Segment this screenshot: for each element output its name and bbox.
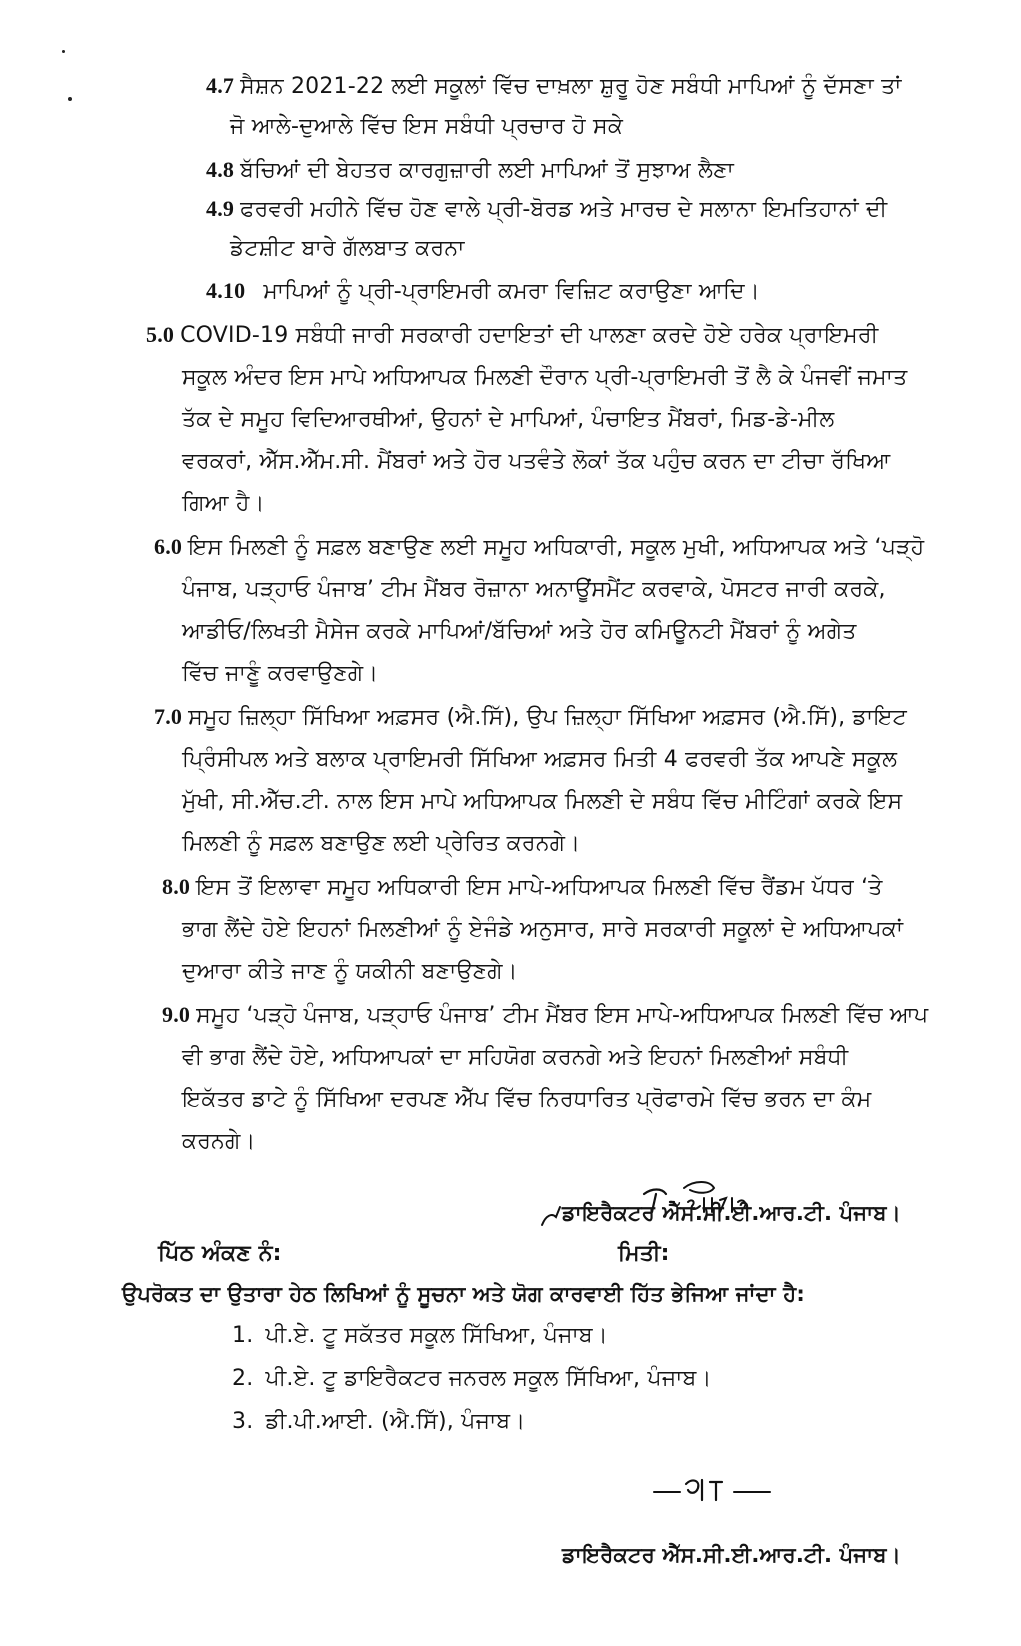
- scan-speck: [68, 97, 72, 101]
- item-number: 8.0: [162, 874, 191, 899]
- item-4-9-line-2: ਡੇਟਸ਼ੀਟ ਬਾਰੇ ਗੱਲਬਾਤ ਕਰਨਾ: [230, 236, 465, 261]
- item-text: ਇਸ ਤੋਂ ਇਲਾਵਾ ਸਮੂਹ ਅਧਿਕਾਰੀ ਇਸ ਮਾਪੇ-ਅਧਿਆਪਕ ਮਿਲਣੀ ਵਿੱਚ ਰੈਂਡਮ ਪੱਧਰ ‘ਤੇ: [196, 875, 883, 900]
- item-5-0-line-1: [146, 320, 878, 351]
- item-5-0-line-4: ਵਰਕਰਾਂ, ਐੱਸ.ਐੱਮ.ਸੀ. ਮੈਂਬਰਾਂ ਅਤੇ ਹੋਰ ਪਤਵੰਤੇ ਲੋਕਾਂ ਤੱਕ ਪਹੁੰਚ ਕਰਨ ਦਾ ਟੀਚਾ ਰੱਖਿਆ: [182, 449, 891, 474]
- item-8-0-line-3: ਦੁਆਰਾ ਕੀਤੇ ਜਾਣ ਨੂੰ ਯਕੀਨੀ ਬਣਾਉਣਗੇ।: [182, 959, 518, 984]
- recipient-number: 3.: [232, 1409, 254, 1434]
- item-number: 5.0: [146, 322, 175, 347]
- item-8-0-line-2: ਭਾਗ ਲੈਂਦੇ ਹੋਏ ਇਹਨਾਂ ਮਿਲਣੀਆਂ ਨੂੰ ਏਜੰਡੇ ਅਨੁਸਾਰ, ਸਾਰੇ ਸਰਕਾਰੀ ਸਕੂਲਾਂ ਦੇ ਅਧਿਆਪਕਾਂ: [182, 917, 904, 942]
- item-4-9-line-1: [206, 194, 887, 225]
- item-5-0-line-3: ਤੱਕ ਦੇ ਸਮੂਹ ਵਿਦਿਆਰਥੀਆਂ, ਉਹਨਾਂ ਦੇ ਮਾਪਿਆਂ, ਪੰਚਾਇਤ ਮੈਂਬਰਾਂ, ਮਿਡ-ਡੇ-ਮੀਲ: [182, 407, 835, 432]
- item-6-0-line-1: [154, 532, 924, 563]
- scan-speck: [62, 50, 65, 53]
- item-number: 4.9: [206, 196, 235, 221]
- recipient-text: ਪੀ.ਏ. ਟੂ ਡਾਇਰੈਕਟਰ ਜਨਰਲ ਸਕੂਲ ਸਿੱਖਿਆ, ਪੰਜਾਬ।: [265, 1366, 712, 1391]
- signature-2: [650, 1470, 780, 1510]
- recipient-text: ਪੀ.ਏ. ਟੂ ਸਕੱਤਰ ਸਕੂਲ ਸਿੱਖਿਆ, ਪੰਜਾਬ।: [265, 1323, 608, 1348]
- item-6-0-line-3: ਆਡੀਓ/ਲਿਖਤੀ ਮੈਸੇਜ ਕਰਕੇ ਮਾਪਿਆਂ/ਬੱਚਿਆਂ ਅਤੇ ਹੋਰ ਕਮਿਊਨਟੀ ਮੈਂਬਰਾਂ ਨੂੰ ਅਗੇਤ: [182, 619, 857, 644]
- item-5-0-line-2: ਸਕੂਲ ਅੰਦਰ ਇਸ ਮਾਪੇ ਅਧਿਆਪਕ ਮਿਲਣੀ ਦੌਰਾਨ ਪ੍ਰੀ-ਪ੍ਰਾਇਮਰੀ ਤੋਂ ਲੈ ਕੇ ਪੰਜਵੀਂ ਜਮਾਤ: [182, 365, 908, 390]
- recipient-1: [232, 1321, 608, 1351]
- item-4-7-line-2: ਜੋ ਆਲੇ-ਦੁਆਲੇ ਵਿੱਚ ਇਸ ਸਬੰਧੀ ਪ੍ਰਚਾਰ ਹੋ ਸਕੇ: [230, 114, 624, 139]
- item-text: ਬੱਚਿਆਂ ਦੀ ਬੇਹਤਰ ਕਾਰਗੁਜ਼ਾਰੀ ਲਈ ਮਾਪਿਆਂ ਤੋਂ ਸੁਝਾਅ ਲੈਣਾ: [240, 158, 734, 183]
- item-7-0-line-4: ਮਿਲਣੀ ਨੂੰ ਸਫ਼ਲ ਬਣਾਉਣ ਲਈ ਪ੍ਰੇਰਿਤ ਕਰਨਗੇ।: [182, 831, 581, 856]
- recipient-3: [232, 1407, 525, 1437]
- item-7-0-line-2: ਪ੍ਰਿੰਸੀਪਲ ਅਤੇ ਬਲਾਕ ਪ੍ਰਾਇਮਰੀ ਸਿੱਖਿਆ ਅਫ਼ਸਰ ਮਿਤੀ 4 ਫਰਵਰੀ ਤੱਕ ਆਪਣੇ ਸਕੂਲ: [182, 747, 898, 772]
- item-text: ਸਮੂਹ ਜ਼ਿਲ੍ਹਾ ਸਿੱਖਿਆ ਅਫ਼ਸਰ (ਐ.ਸਿੱ), ਉਪ ਜ਼ਿਲ੍ਹਾ ਸਿੱਖਿਆ ਅਫ਼ਸਰ (ਐ.ਸਿੱ), ਡਾਇਟ: [188, 705, 907, 730]
- endorsement-date-label: ਮਿਤੀ:: [618, 1241, 670, 1266]
- endorsement-intro: ਉਪਰੋਕਤ ਦਾ ਉਤਾਰਾ ਹੇਠ ਲਿਖਿਆਂ ਨੂੰ ਸੂਚਨਾ ਅਤੇ ਯੋਗ ਕਾਰਵਾਈ ਹਿੱਤ ਭੇਜਿਆ ਜਾਂਦਾ ਹੈ:: [122, 1282, 805, 1306]
- item-number: 4.10: [206, 278, 246, 303]
- item-8-0-line-1: [162, 872, 883, 903]
- item-6-0-line-2: ਪੰਜਾਬ, ਪੜ੍ਹਾਓ ਪੰਜਾਬ’ ਟੀਮ ਮੈਂਬਰ ਰੋਜ਼ਾਨਾ ਅਨਾਊਂਸਮੈਂਟ ਕਰਵਾਕੇ, ਪੋਸਟਰ ਜਾਰੀ ਕਰਕੇ,: [182, 577, 886, 602]
- item-text: ਇਸ ਮਿਲਣੀ ਨੂੰ ਸਫ਼ਲ ਬਣਾਉਣ ਲਈ ਸਮੂਹ ਅਧਿਕਾਰੀ, ਸਕੂਲ ਮੁਖੀ, ਅਧਿਆਪਕ ਅਤੇ ‘ਪੜ੍ਹੋ: [188, 535, 925, 560]
- item-4-8-line-1: [206, 155, 734, 186]
- item-number: 4.7: [206, 73, 235, 98]
- item-5-0-line-5: ਗਿਆ ਹੈ।: [182, 491, 265, 516]
- item-9-0-line-4: ਕਰਨਗੇ।: [182, 1129, 256, 1154]
- item-text: ਸਮੂਹ ‘ਪੜ੍ਹੋ ਪੰਜਾਬ, ਪੜ੍ਹਾਓ ਪੰਜਾਬ’ ਟੀਮ ਮੈਂਬਰ ਇਸ ਮਾਪੇ-ਅਧਿਆਪਕ ਮਿਲਣੀ ਵਿੱਚ ਆਪ: [196, 1003, 929, 1028]
- designation-1: ਡਾਇਰੈਕਟਰ ਐੱਸ.ਸੀ.ਈ.ਆਰ.ਟੀ. ਪੰਜਾਬ।: [562, 1201, 901, 1225]
- recipient-text: ਡੀ.ਪੀ.ਆਈ. (ਐ.ਸਿੱ), ਪੰਜਾਬ।: [265, 1409, 526, 1434]
- recipient-number: 1.: [232, 1323, 254, 1348]
- designation-2: ਡਾਇਰੈਕਟਰ ਐੱਸ.ਸੀ.ਈ.ਆਰ.ਟੀ. ਪੰਜਾਬ।: [562, 1543, 901, 1567]
- item-number: 9.0: [162, 1002, 191, 1027]
- endorsement-number-label: ਪਿੱਠ ਅੰਕਣ ਨੰ:: [158, 1241, 282, 1266]
- item-6-0-line-4: ਵਿੱਚ ਜਾਣੂੰ ਕਰਵਾਉਣਗੇ।: [182, 661, 379, 686]
- item-number: 6.0: [154, 534, 183, 559]
- item-4-7-line-1: [206, 71, 902, 102]
- recipient-2: [232, 1364, 712, 1394]
- recipient-number: 2.: [232, 1366, 254, 1391]
- item-9-0-line-2: ਵੀ ਭਾਗ ਲੈਂਦੇ ਹੋਏ, ਅਧਿਆਪਕਾਂ ਦਾ ਸਹਿਯੋਗ ਕਰਨਗੇ ਅਤੇ ਇਹਨਾਂ ਮਿਲਣੀਆਂ ਸਬੰਧੀ: [182, 1045, 849, 1070]
- item-7-0-line-1: [154, 702, 907, 733]
- item-number: 4.8: [206, 157, 235, 182]
- item-9-0-line-1: [162, 1000, 928, 1031]
- item-text: ਫਰਵਰੀ ਮਹੀਨੇ ਵਿੱਚ ਹੋਣ ਵਾਲੇ ਪ੍ਰੀ-ਬੋਰਡ ਅਤੇ ਮਾਰਚ ਦੇ ਸਲਾਨਾ ਇਮਤਿਹਾਨਾਂ ਦੀ: [240, 197, 888, 222]
- item-text: ਮਾਪਿਆਂ ਨੂੰ ਪ੍ਰੀ-ਪ੍ਰਾਇਮਰੀ ਕਮਰਾ ਵਿਜ਼ਿਟ ਕਰਾਉਣਾ ਆਦਿ।: [263, 279, 760, 304]
- item-4-10-line-1: [206, 276, 760, 307]
- item-text: ਸੈਸ਼ਨ 2021-22 ਲਈ ਸਕੂਲਾਂ ਵਿੱਚ ਦਾਖ਼ਲਾ ਸ਼ੁਰੂ ਹੋਣ ਸਬੰਧੀ ਮਾਪਿਆਂ ਨੂੰ ਦੱਸਣਾ ਤਾਂ: [240, 74, 902, 99]
- item-text: COVID-19 ਸਬੰਧੀ ਜਾਰੀ ਸਰਕਾਰੀ ਹਦਾਇਤਾਂ ਦੀ ਪਾਲਣਾ ਕਰਦੇ ਹੋਏ ਹਰੇਕ ਪ੍ਰਾਇਮਰੀ: [180, 323, 879, 348]
- item-number: 7.0: [154, 704, 183, 729]
- item-7-0-line-3: ਮੁੱਖੀ, ਸੀ.ਐੱਚ.ਟੀ. ਨਾਲ ਇਸ ਮਾਪੇ ਅਧਿਆਪਕ ਮਿਲਣੀ ਦੇ ਸਬੰਧ ਵਿੱਚ ਮੀਟਿੰਗਾਂ ਕਰਕੇ ਇਸ: [182, 789, 903, 814]
- item-9-0-line-3: ਇਕੱਤਰ ਡਾਟੇ ਨੂੰ ਸਿੱਖਿਆ ਦਰਪਣ ਐੱਪ ਵਿੱਚ ਨਿਰਧਾਰਿਤ ਪ੍ਰੋਫਾਰਮੇ ਵਿੱਚ ਭਰਨ ਦਾ ਕੰਮ: [182, 1087, 872, 1112]
